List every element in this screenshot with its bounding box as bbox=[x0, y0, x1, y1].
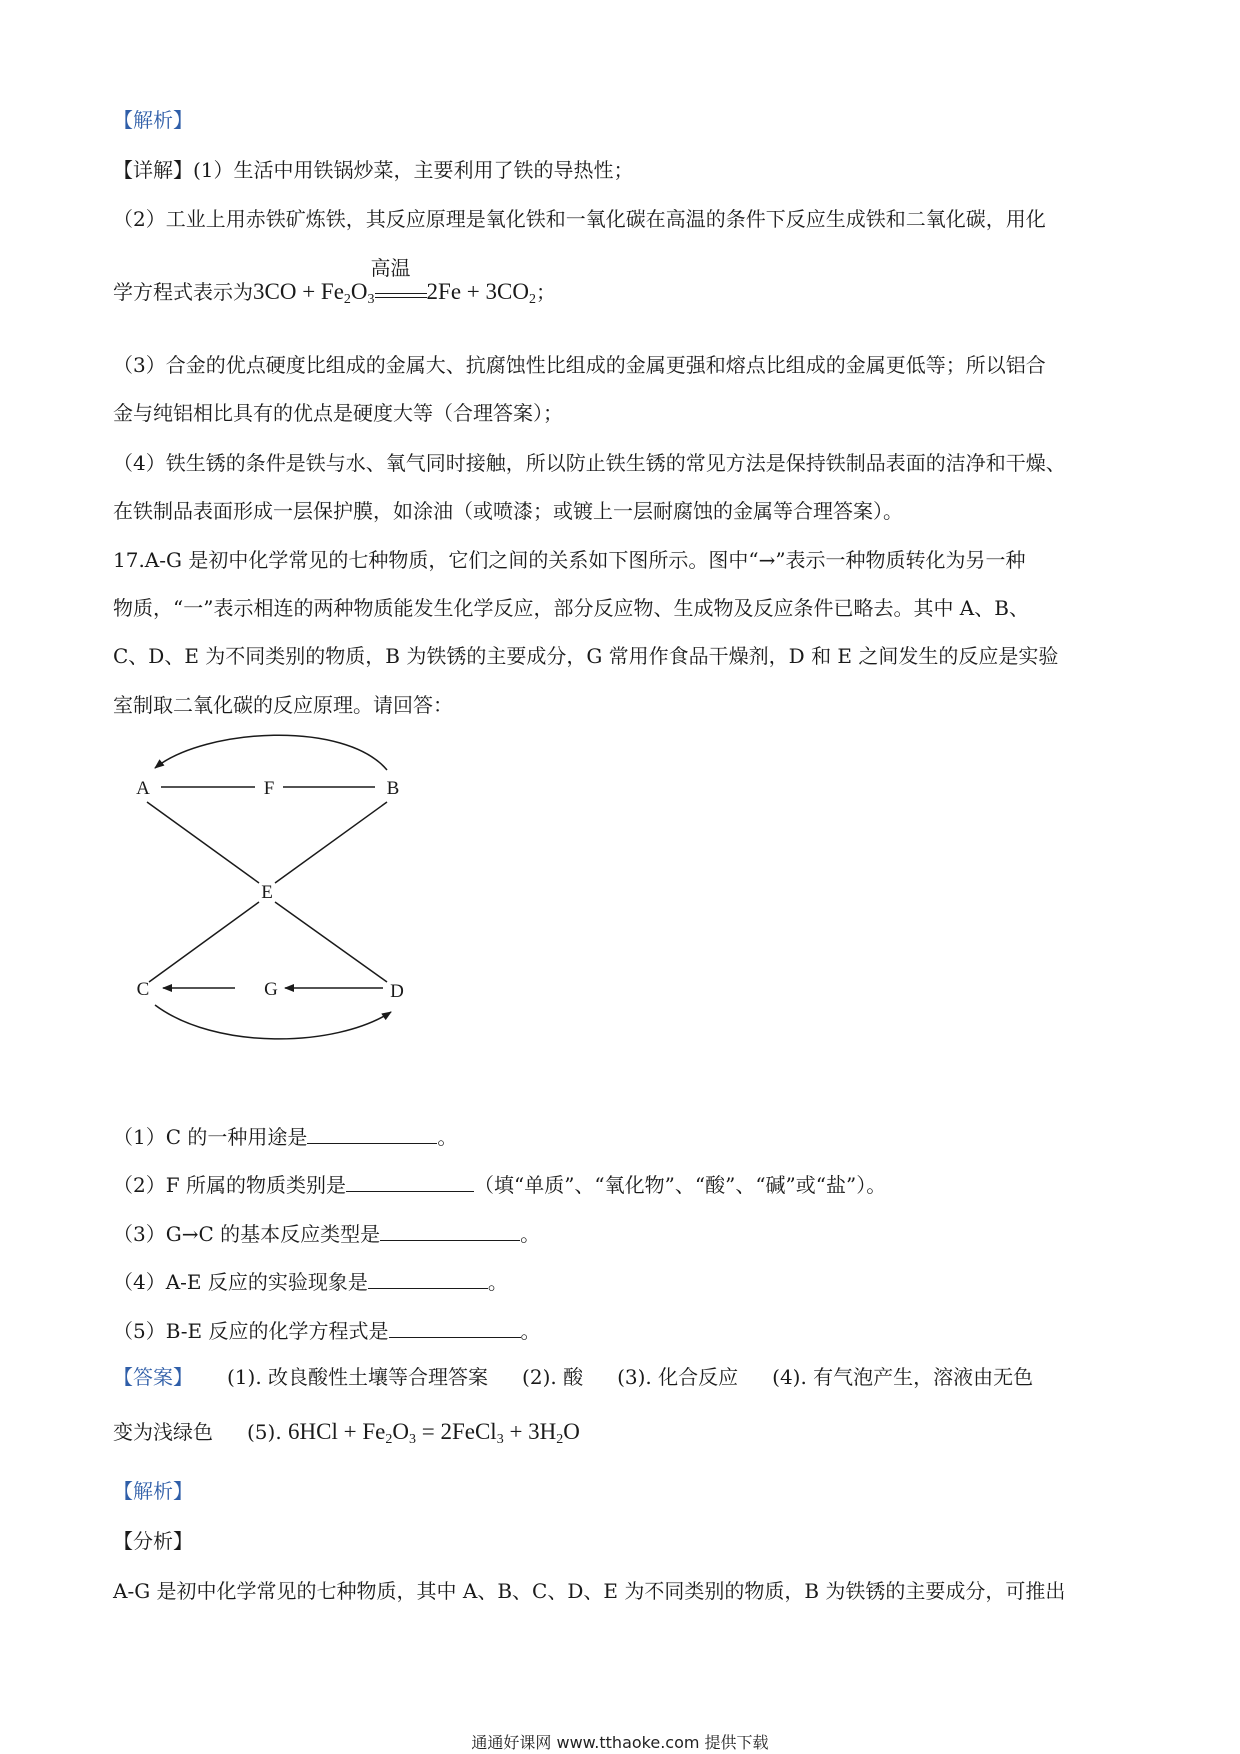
answer-heading: 【答案】 bbox=[113, 1365, 193, 1389]
question-17-line-2: 物质，“一”表示相连的两种物质能发生化学反应，部分反应物、生成物及反应条件已略去。其中 A、B、 bbox=[113, 596, 1029, 620]
answer-blank-2[interactable] bbox=[346, 1169, 474, 1192]
node-c: C bbox=[136, 979, 150, 1000]
sub-question-3-text: （3）G→C 的基本反应类型是 bbox=[113, 1222, 381, 1246]
equation-iron-smelting bbox=[253, 255, 536, 307]
equation-rust-acid: $6HCl + Fe_2O_3$ = 2FeCl$_3$ + $3H_2O$ bbox=[288, 1419, 580, 1447]
eq1-arrow bbox=[370, 255, 427, 304]
line-e-d bbox=[275, 902, 387, 982]
detail-paragraph-3-line-1: （3）合金的优点硬度比组成的金属大、抗腐蚀性比组成的金属更强和熔点比组成的金属更低等；所以铝合 bbox=[113, 353, 1046, 377]
node-e: E bbox=[261, 882, 273, 903]
analysis-text: A-G 是初中化学常见的七种物质，其中 A、B、C、D、E 为不同类别的物质，B 为铁锈的主要成分，可推出 bbox=[113, 1579, 1066, 1603]
detail-paragraph-3-line-2: 金与纯铝相比具有的优点是硬度大等（合理答案）； bbox=[113, 401, 563, 425]
sub-question-4 bbox=[113, 1266, 1133, 1296]
node-a: A bbox=[136, 778, 150, 799]
node-f: F bbox=[263, 778, 275, 799]
sub-question-2-end: （填“单质”、“氧化物”、“酸”、“碱”或“盐”）。 bbox=[473, 1173, 887, 1197]
eq1-sub-3: 2 bbox=[528, 292, 536, 307]
equation-prefix: 学方程式表示为 bbox=[113, 280, 253, 304]
answer-line-2 bbox=[113, 1418, 1133, 1454]
detail-paragraph-2-line-1: （2）工业上用赤铁矿炼铁，其反应原理是氧化铁和一氧化碳在高温的条件下反应生成铁和二氧化碳，用化 bbox=[113, 207, 1046, 231]
answer-blank-4[interactable] bbox=[368, 1266, 488, 1289]
sub-question-5-end: 。 bbox=[520, 1319, 541, 1343]
answer-blank-3[interactable] bbox=[380, 1218, 520, 1241]
relationship-diagram bbox=[125, 730, 425, 1050]
sub-question-2 bbox=[113, 1169, 1133, 1199]
question-17-line-3: C、D、E 为不同类别的物质，B 为铁锈的主要成分，G 常用作食品干燥剂，D 和 E 之间发生的反应是实验 bbox=[113, 644, 1059, 668]
detail-paragraph-4-line-1: （4）铁生锈的条件是铁与水、氧气同时接触，所以防止铁生锈的常见方法是保持铁制品表面的洁净和干燥、 bbox=[113, 451, 1066, 475]
line-b-e bbox=[275, 802, 387, 883]
eq1-left: 3CO + Fe bbox=[253, 279, 344, 304]
sub-question-4-end: 。 bbox=[487, 1270, 508, 1294]
answer-1: (1). 改良酸性土壤等合理答案 bbox=[227, 1365, 489, 1389]
page-footer: 通通好课网 www.tthaoke.com 提供下载 bbox=[471, 1733, 769, 1752]
sub-question-1 bbox=[113, 1121, 1133, 1151]
detail-paragraph-1: 【详解】(1）生活中用铁锅炒菜，主要利用了铁的导热性； bbox=[113, 158, 634, 182]
line-e-c bbox=[149, 902, 259, 982]
answer-4-continued: 变为浅绿色 bbox=[113, 1420, 213, 1444]
node-d: D bbox=[390, 981, 404, 1002]
eq1-condition: 高温 bbox=[370, 255, 411, 280]
analysis-sub-heading: 【分析】 bbox=[113, 1529, 193, 1553]
answer-line-1 bbox=[113, 1363, 1133, 1391]
answer-blank-5[interactable] bbox=[389, 1315, 521, 1338]
answer-2: (2). 酸 bbox=[522, 1365, 584, 1389]
eq1-sub-2: 3 bbox=[367, 292, 375, 307]
question-17-line-1: 17.A-G 是初中化学常见的七种物质，它们之间的关系如下图所示。图中“→”表示一种物质转化为另一种 bbox=[113, 548, 1026, 572]
eq1-right: 2Fe + 3CO bbox=[426, 279, 529, 304]
answer-blank-1[interactable] bbox=[307, 1121, 437, 1144]
arrow-b-to-a bbox=[155, 735, 387, 770]
detail-paragraph-2-line-2 bbox=[113, 255, 1133, 314]
node-b: B bbox=[386, 778, 400, 799]
answer-4: (4). 有气泡产生，溶液由无色 bbox=[772, 1365, 1034, 1389]
answer-3: (3). 化合反应 bbox=[617, 1365, 739, 1389]
detail-paragraph-4-line-2: 在铁制品表面形成一层保护膜，如涂油（或喷漆；或镀上一层耐腐蚀的金属等合理答案）。 bbox=[113, 499, 903, 523]
eq1-sub-1: 2 bbox=[343, 292, 351, 307]
sub-question-5-text: （5）B-E 反应的化学方程式是 bbox=[113, 1319, 389, 1343]
sub-question-3-end: 。 bbox=[520, 1222, 541, 1246]
answer-5-label: (5). bbox=[247, 1420, 282, 1444]
analysis-heading: 【解析】 bbox=[113, 108, 193, 132]
line-a-e bbox=[147, 802, 259, 883]
sub-question-5 bbox=[113, 1315, 1133, 1345]
sub-question-1-end: 。 bbox=[437, 1125, 458, 1149]
sub-question-4-text: （4）A-E 反应的实验现象是 bbox=[113, 1270, 368, 1294]
sub-question-3 bbox=[113, 1218, 1133, 1248]
node-g: G bbox=[264, 979, 278, 1000]
sub-question-2-text: （2）F 所属的物质类别是 bbox=[113, 1173, 346, 1197]
arrow-c-to-d bbox=[155, 1005, 391, 1039]
question-17-line-4: 室制取二氧化碳的反应原理。请回答： bbox=[113, 693, 453, 717]
sub-question-1-text: （1）C 的一种用途是 bbox=[113, 1125, 308, 1149]
eq1-end: ； bbox=[535, 280, 556, 304]
eq1-oxygen: O bbox=[350, 279, 368, 304]
analysis-heading-2: 【解析】 bbox=[113, 1479, 193, 1503]
